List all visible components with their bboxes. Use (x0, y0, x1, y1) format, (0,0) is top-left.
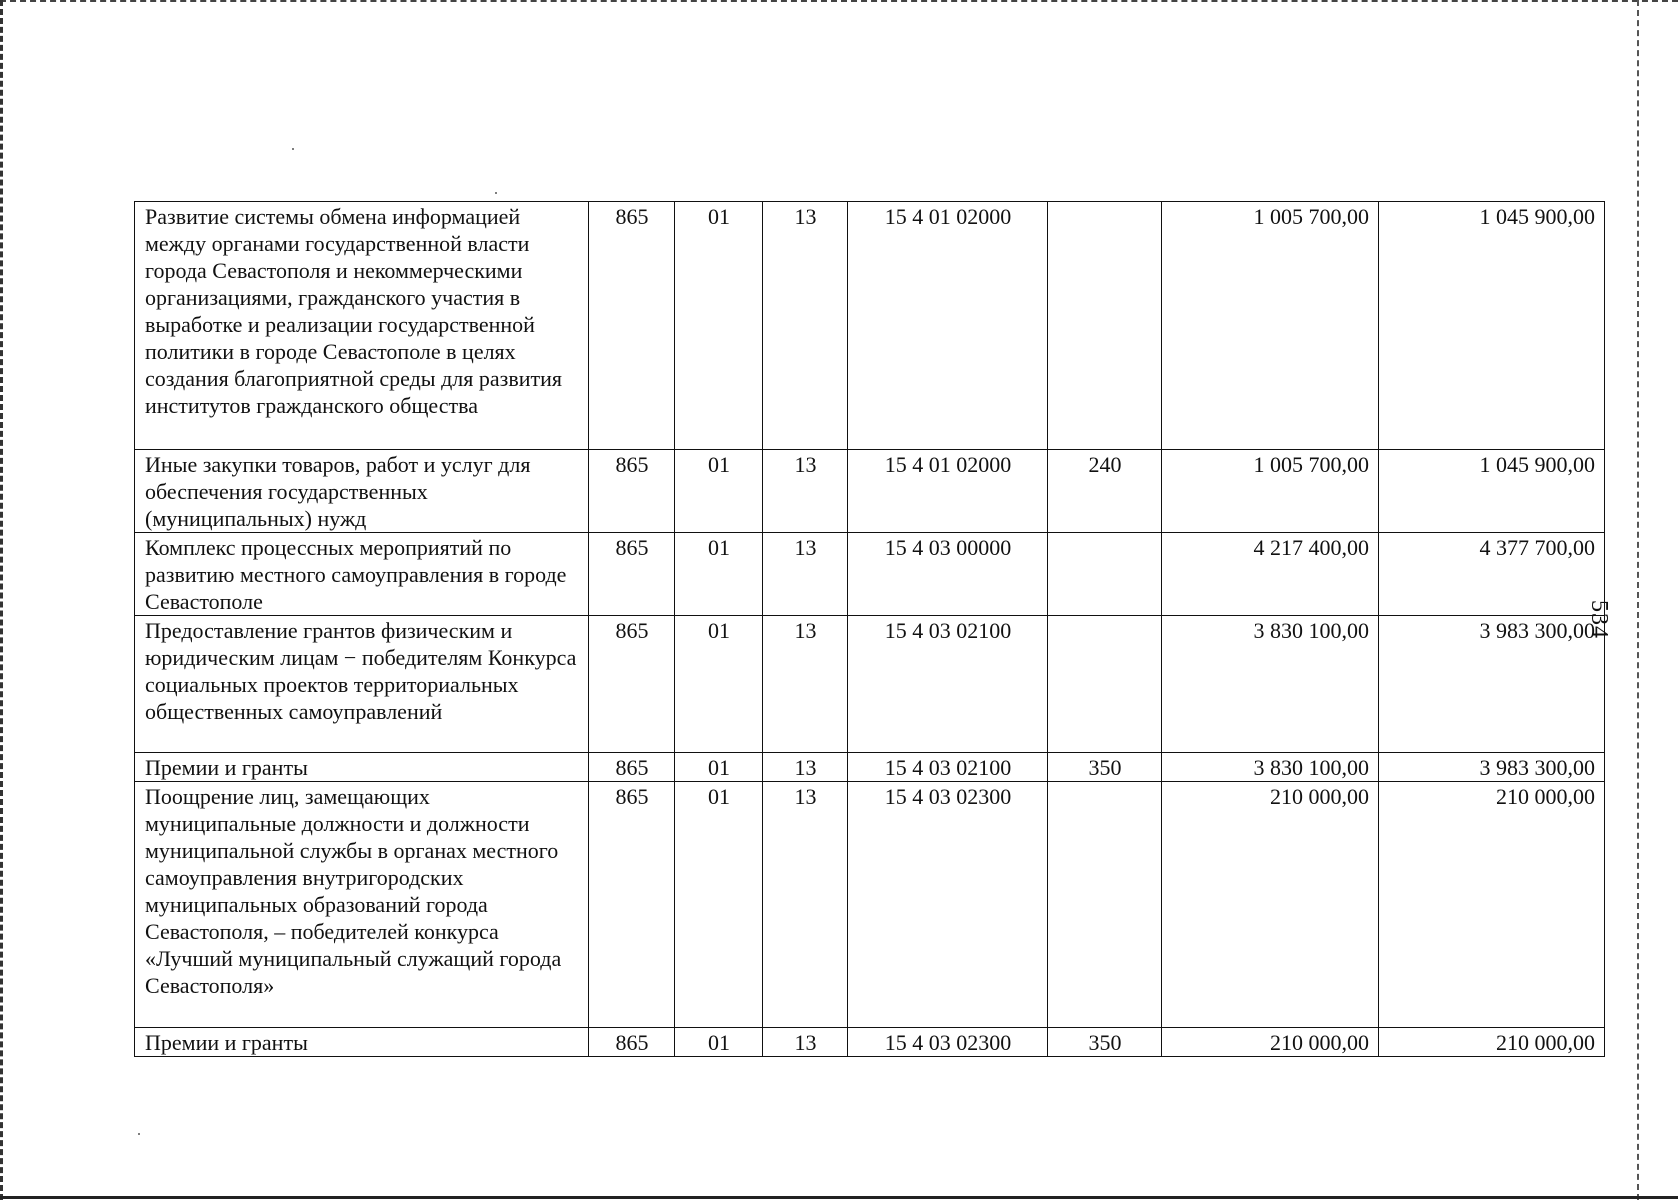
scan-edge-left (0, 0, 5, 1200)
table-row (135, 450, 1605, 533)
row-sum-1: 3 830 100,00 (1162, 753, 1379, 782)
row-ved: 865 (589, 782, 675, 1028)
row-ved: 865 (589, 533, 675, 616)
row-pr: 13 (763, 782, 848, 1028)
row-sum-1: 1 005 700,00 (1162, 202, 1379, 450)
row-name: Поощрение лиц, замещающих муниципальные должности и должности муниципальной службы в органах местного самоуправления внутригородских муниципальных образований города Севастополя, – победителей конкурса «Лучший муниципальный служащий города Севастополя» (135, 782, 589, 1028)
row-rz: 01 (675, 616, 763, 753)
row-pr: 13 (763, 616, 848, 753)
row-sum-2: 3 983 300,00 (1379, 616, 1605, 753)
row-csr: 15 4 03 00000 (848, 533, 1048, 616)
row-vr (1048, 202, 1162, 450)
table-row (135, 1028, 1605, 1057)
row-ved: 865 (589, 616, 675, 753)
row-pr: 13 (763, 450, 848, 533)
row-vr: 350 (1048, 1028, 1162, 1057)
scan-edge-bottom (0, 1196, 1678, 1199)
row-ved: 865 (589, 450, 675, 533)
row-csr: 15 4 03 02100 (848, 616, 1048, 753)
table-row (135, 616, 1605, 753)
row-rz: 01 (675, 450, 763, 533)
row-vr: 350 (1048, 753, 1162, 782)
scan-speck (138, 1133, 140, 1135)
row-pr: 13 (763, 1028, 848, 1057)
table-row (135, 753, 1605, 782)
page-number: 534 (1586, 600, 1612, 639)
row-name: Премии и гранты (135, 753, 589, 782)
scan-speck (292, 148, 294, 150)
row-csr: 15 4 03 02100 (848, 753, 1048, 782)
row-vr (1048, 616, 1162, 753)
row-name: Развитие системы обмена информацией между органами государственной власти города Севастополя и некоммерческими организациями, гражданского участия в выработке и реализации государственной политики в городе Севастополе в целях создания благоприятной среды для развития институтов гражданского общества (135, 202, 589, 450)
row-sum-2: 4 377 700,00 (1379, 533, 1605, 616)
row-sum-1: 4 217 400,00 (1162, 533, 1379, 616)
row-sum-2: 3 983 300,00 (1379, 753, 1605, 782)
row-csr: 15 4 03 02300 (848, 1028, 1048, 1057)
row-pr: 13 (763, 753, 848, 782)
row-pr: 13 (763, 202, 848, 450)
row-name: Иные закупки товаров, работ и услуг для обеспечения государственных (муниципальных) нужд (135, 450, 589, 533)
row-rz: 01 (675, 1028, 763, 1057)
row-name: Комплекс процессных мероприятий по развитию местного самоуправления в городе Севастополе (135, 533, 589, 616)
row-csr: 15 4 03 02300 (848, 782, 1048, 1028)
row-sum-1: 1 005 700,00 (1162, 450, 1379, 533)
row-rz: 01 (675, 202, 763, 450)
row-csr: 15 4 01 02000 (848, 450, 1048, 533)
row-rz: 01 (675, 782, 763, 1028)
row-sum-1: 210 000,00 (1162, 782, 1379, 1028)
row-name: Премии и гранты (135, 1028, 589, 1057)
table-row (135, 533, 1605, 616)
row-csr: 15 4 01 02000 (848, 202, 1048, 450)
budget-table (134, 201, 1605, 1057)
scan-edge-top (0, 0, 1678, 4)
row-sum-1: 210 000,00 (1162, 1028, 1379, 1057)
table-row (135, 782, 1605, 1028)
row-vr (1048, 782, 1162, 1028)
row-rz: 01 (675, 533, 763, 616)
row-ved: 865 (589, 753, 675, 782)
row-sum-2: 210 000,00 (1379, 782, 1605, 1028)
row-sum-2: 1 045 900,00 (1379, 202, 1605, 450)
row-sum-1: 3 830 100,00 (1162, 616, 1379, 753)
row-sum-2: 1 045 900,00 (1379, 450, 1605, 533)
scan-edge-right (1637, 0, 1641, 1200)
row-sum-2: 210 000,00 (1379, 1028, 1605, 1057)
row-vr (1048, 533, 1162, 616)
row-ved: 865 (589, 202, 675, 450)
row-rz: 01 (675, 753, 763, 782)
scan-speck (495, 192, 497, 194)
row-vr: 240 (1048, 450, 1162, 533)
table-row (135, 202, 1605, 450)
row-pr: 13 (763, 533, 848, 616)
row-ved: 865 (589, 1028, 675, 1057)
row-name: Предоставление грантов физическим и юридическим лицам − победителям Конкурса социальных проектов территориальных общественных самоуправлений (135, 616, 589, 753)
